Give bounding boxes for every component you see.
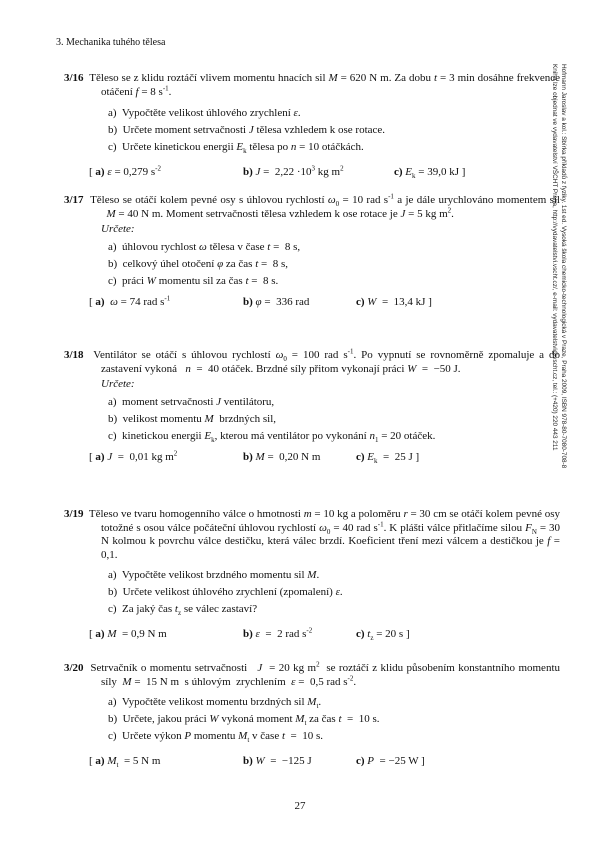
answers — [64, 296, 560, 310]
problem-3-17 — [64, 194, 560, 310]
page-number: 27 — [294, 800, 306, 812]
subquestion: a) Vypočtěte velikost momentu brzdných sil $M_t$. — [108, 696, 322, 711]
problem-statement: Těleso se otáčí kolem pevné osy s úhlovou rychlostí $\omega_0 = 10$ rad $s^{-1}$ a je dále urychlováno momentem sil M = 40 N m. Moment setrvačnosti tělesa vzhledem k ose rotace je J = 5 kg $m^2$. — [90, 192, 560, 220]
answer-c: c) $E_k = 25$ J ] — [356, 451, 420, 466]
subquestion: c) Určete výkon P momentu $M_t$ v čase t = 10 s. — [108, 730, 324, 745]
subquestion: b) celkový úhel otočení φ za čas t = 8 s, — [108, 257, 289, 270]
answers — [64, 451, 560, 465]
subquestion: a) úhlovou rychlost ω tělesa v čase t = 8 s, — [108, 240, 301, 253]
subquestion: c) Určete kinetickou energii $E_k$ tělesa po n = 10 otáčkách. — [108, 141, 364, 156]
subquestion: b) Určete velikost úhlového zrychlení (zpomalení) ε. — [108, 586, 343, 598]
problem-statement: Těleso ve tvaru homogenního válce o hmotnosti m = 10 kg a poloměru r = 30 cm se otáčí kolem pevné osy totožné s osou válce počáteční úhlovou rychlostí $\omega_0 = 40$ rad $s^{-1}$. K plášti válce přitlačíme silou $F_N = 30$ N kolmou k povrchu válce destičku, která válec brzdí. Koeficient tření mezi válcem a destičkou je f = 0,1. — [88, 508, 561, 561]
subquestion-list — [108, 696, 560, 744]
subquestion: c) Za jaký čas $t_z$ se válec zastaví? — [108, 603, 258, 618]
answers — [64, 755, 560, 769]
answer-a: [ a) ε = 0,279 $s^{-2}$ — [89, 163, 162, 178]
problem-number: 3/19 — [64, 508, 84, 520]
answer-b: b) ε = 2 rad $s^{-2}$ — [243, 625, 313, 640]
problem-text — [64, 194, 560, 221]
problem-3-19 — [64, 508, 560, 642]
problem-text — [64, 349, 560, 376]
subquestion-list — [108, 107, 560, 155]
task-label: Určete: — [101, 378, 135, 390]
task-label: Určete: — [101, 223, 135, 235]
subquestion: b) Určete, jakou práci W vykoná moment $M_t$ za čas t = 10 s. — [108, 713, 380, 728]
problem-3-20 — [64, 662, 560, 769]
subquestion: a) Vypočtěte velikost brzdného momentu sil M. — [108, 569, 320, 581]
answers — [64, 163, 560, 180]
problem-3-16 — [64, 72, 560, 180]
answer-c: c) W = 13,4 kJ ] — [356, 296, 432, 308]
answer-b: b) $J = 2,22 \cdot 10^3$ kg $m^2$ — [243, 163, 344, 178]
subquestion: a) moment setrvačnosti J ventilátoru, — [108, 395, 275, 408]
running-header: 3. Mechanika tuhého tělesa — [56, 37, 166, 48]
problem-text — [64, 72, 560, 99]
subquestion-list — [108, 396, 560, 444]
problem-statement: Setrvačník o momentu setrvačnosti J = 20 kg $m^2$ se roztáčí z klidu působením konstantního momentu síly M = 15 N m s úhlovým zrychlením ε = 0,5 rad $s^{-2}$. — [90, 660, 560, 688]
problem-statement: Těleso se z klidu roztáčí vlivem momentu hnacích sil M = 620 N m. Za dobu t = 3 min dosáhne frekvence otáčení f = 8 $s^{-1}$. — [89, 72, 560, 98]
answer-b: b) M = 0,20 N m — [243, 451, 321, 463]
side-note-line: Hofmann Jaroslav a kol.: Sbírka příkladů z fyziky. 1st ed. Vysoká škola chemicko-technologická v Praze, Praha 2009, ISBN 978-80-7080-708-8 — [560, 64, 567, 469]
subquestion: c) práci W momentu sil za čas t = 8 s. — [108, 274, 279, 287]
answer-c: c) $E_k = 39,0$ kJ ] — [394, 165, 466, 180]
problem-text — [64, 508, 560, 562]
answer-b: b) φ = 336 rad — [243, 296, 310, 308]
problem-statement: Ventilátor se otáčí s úhlovou rychlostí $\omega_0 = 100$ rad $s^{-1}$. Po vypnutí se rovnoměrně zpomaluje a do zastavení vykoná n = 40 otáček. Brzdné síly přitom vykonají práci W = −50 J. — [93, 347, 561, 375]
answer-a: [ a) M = 0,9 N m — [89, 627, 167, 640]
answer-c: c) P = −25 W ] — [356, 754, 425, 767]
answers — [64, 625, 560, 642]
subquestion: b) Určete moment setrvačnosti J tělesa vzhledem k ose rotace. — [108, 124, 386, 136]
subquestion-list — [108, 241, 560, 289]
side-note-line: Kniha lze objednat ve vydavatelství VŠCHT Praha, http://vydavatelstvi.vscht.cz/, e-mail: vydavatelstvi@vscht.cz, tel.: (+420) 220 443 211 — [551, 64, 558, 451]
answer-c: c) $t_z = 20$ s ] — [356, 627, 410, 642]
subquestion: b) velikost momentu M brzdných sil, — [108, 412, 277, 425]
subquestion: a) Vypočtěte velikost úhlového zrychlení ε. — [108, 107, 301, 119]
problem-number: 3/20 — [64, 662, 84, 674]
problem-number: 3/16 — [64, 72, 84, 84]
answer-a: [ a) $M_t = 5$ N m — [89, 754, 161, 769]
problem-text — [64, 662, 560, 689]
answer-a: [ a) J = 0,01 kg $m^2$ — [89, 449, 178, 463]
problem-number: 3/17 — [64, 194, 84, 206]
problem-number: 3/18 — [64, 349, 84, 361]
answer-a: [ a) ω = 74 rad $s^{-1}$ — [89, 294, 171, 308]
answer-b: b) W = −125 J — [243, 754, 312, 767]
subquestion: c) kinetickou energii $E_k$, kterou má ventilátor po vykonání $n_1 = 20$ otáček. — [108, 429, 436, 444]
problem-3-18 — [64, 349, 560, 465]
subquestion-list — [108, 569, 560, 617]
